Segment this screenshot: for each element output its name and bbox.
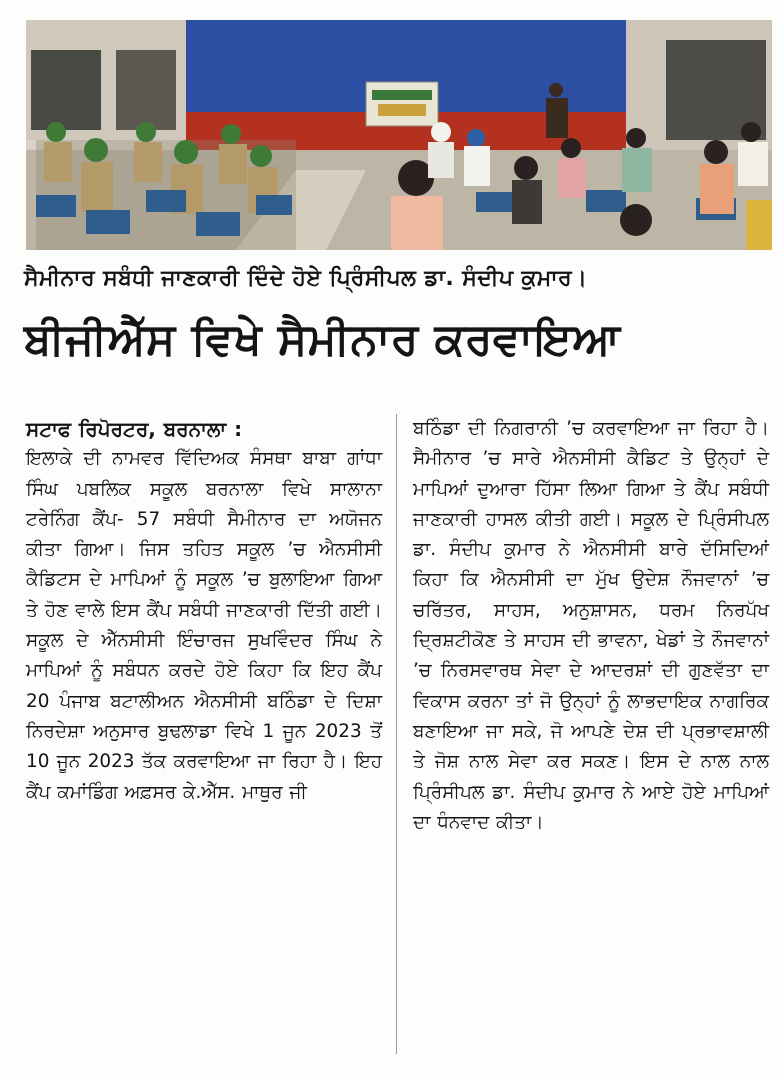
byline: ਸਟਾਫ ਰਿਪੋਰਟਰ, ਬਰਨਾਲਾ : — [26, 417, 243, 441]
article-column-left — [26, 414, 382, 808]
column-divider — [396, 414, 397, 1054]
photo-caption: ਸੈਮੀਨਾਰ ਸਬੰਧੀ ਜਾਣਕਾਰੀ ਦਿੰਦੇ ਹੋਏ ਪ੍ਰਿੰਸੀਪਲ ਡਾ. ਸੰਦੀਪ ਕੁਮਾਰ। — [24, 266, 588, 291]
article-body-left: ਇਲਾਕੇ ਦੀ ਨਾਮਵਰ ਵਿੱਦਿਅਕ ਸੰਸਥਾ ਬਾਬਾ ਗਾਂਧਾ ਸਿੰਘ ਪਬਲਿਕ ਸਕੂਲ ਬਰਨਾਲਾ ਵਿਖੇ ਸਾਲਾਨਾ ਟਰੇਨਿੰਗ ਕੈਂਪ- 57 ਸਬੰਧੀ ਸੈਮੀਨਾਰ ਦਾ ਅਯੋਜਨ ਕੀਤਾ ਗਿਆ। ਜਿਸ ਤਹਿਤ ਸਕੂਲ ’ਚ ਐਨਸੀਸੀ ਕੈਡਿਟਸ ਦੇ ਮਾਪਿਆਂ ਨੂੰ ਸਕੂਲ ’ਚ ਬੁਲਾਇਆ ਗਿਆ ਤੇ ਹੋਣ ਵਾਲੇ ਇਸ ਕੈਂਪ ਸਬੰਧੀ ਜਾਣਕਾਰੀ ਦਿੱਤੀ ਗਈ। ਸਕੂਲ ਦੇ ਐੱਨਸੀਸੀ ਇੰਚਾਰਜ ਸੁਖਵਿੰਦਰ ਸਿੰਘ ਨੇ ਮਾਪਿਆਂ ਨੂੰ ਸਬੰਧਨ ਕਰਦੇ ਹੋਏ ਕਿਹਾ ਕਿ ਇਹ ਕੈਂਪ 20 ਪੰਜਾਬ ਬਟਾਲੀਅਨ ਐਨਸੀਸੀ ਬਠਿੰਡਾ ਦੇ ਦਿਸ਼ਾ ਨਿਰਦੇਸ਼ਾ ਅਨੁਸਾਰ ਬੁਢਲਾਡਾ ਵਿਖੇ 1 ਜੂਨ 2023 ਤੋਂ 10 ਜੂਨ 2023 ਤੱਕ ਕਰਵਾਇਆ ਜਾ ਰਿਹਾ ਹੈ। ਇਹ ਕੈਂਪ ਕਮਾਂਡਿੰਗ ਅਫ਼ਸਰ ਕੇ.ਐੱਸ. ਮਾਥੁਰ ਜੀ — [26, 448, 382, 803]
article-column-right — [413, 414, 769, 838]
seminar-photo — [26, 20, 772, 250]
podium — [546, 98, 568, 138]
headline: ਬੀਜੀਐੱਸ ਵਿਖੇ ਸੈਮੀਨਾਰ ਕਰਵਾਇਆ — [24, 314, 621, 365]
seminar-photo-drawing — [26, 20, 772, 250]
cadets-group — [36, 122, 296, 250]
article-body-right: ਬਠਿੰਡਾ ਦੀ ਨਿਗਰਾਨੀ ’ਚ ਕਰਵਾਇਆ ਜਾ ਰਿਹਾ ਹੈ। ਸੈਮੀਨਾਰ ’ਚ ਸਾਰੇ ਐਨਸੀਸੀ ਕੈਡਿਟ ਤੇ ਉਨ੍ਹਾਂ ਦੇ ਮਾਪਿਆਂ ਦੁਆਰਾ ਹਿੱਸਾ ਲਿਆ ਗਿਆ ਤੇ ਕੈਂਪ ਸਬੰਧੀ ਜਾਣਕਾਰੀ ਹਾਸਲ ਕੀਤੀ ਗਈ। ਸਕੂਲ ਦੇ ਪ੍ਰਿੰਸੀਪਲ ਡਾ. ਸੰਦੀਪ ਕੁਮਾਰ ਨੇ ਐਨਸੀਸੀ ਬਾਰੇ ਦੱਸਿਦਿਆਂ ਕਿਹਾ ਕਿ ਐਨਸੀਸੀ ਦਾ ਮੁੱਖ ਉਦੇਸ਼ ਨੌਜਵਾਨਾਂ ’ਚ ਚਰਿੱਤਰ, ਸਾਹਸ, ਅਨੁਸ਼ਾਸਨ, ਧਰਮ ਨਿਰਪੱਖ ਦ੍ਰਿਸ਼ਟੀਕੋਣ ਤੇ ਸਾਹਸ ਦੀ ਭਾਵਨਾ, ਖੇਡਾਂ ਤੇ ਨੌਜਵਾਨਾਂ ’ਚ ਨਿਰਸਵਾਰਥ ਸੇਵਾ ਦੇ ਆਦਰਸ਼ਾਂ ਦੀ ਗੁਣਵੱਤਾ ਦਾ ਵਿਕਾਸ ਕਰਨਾ ਤਾਂ ਜੋ ਉਨ੍ਹਾਂ ਨੂੰ ਲਾਭਦਾਇਕ ਨਾਗਰਿਕ ਬਣਾਇਆ ਜਾ ਸਕੇ, ਜੋ ਆਪਣੇ ਦੇਸ਼ ਦੀ ਪ੍ਰਭਾਵਸ਼ਾਲੀ ਤੇ ਜੋਸ਼ ਨਾਲ ਸੇਵਾ ਕਰ ਸਕਣ। ਇਸ ਦੇ ਨਾਲ ਨਾਲ ਪ੍ਰਿੰਸੀਪਲ ਡਾ. ਸੰਦੀਪ ਕੁਮਾਰ ਨੇ ਆਏ ਹੋਏ ਮਾਪਿਆਂ ਦਾ ਧੰਨਵਾਦ ਕੀਤਾ। — [413, 418, 769, 833]
